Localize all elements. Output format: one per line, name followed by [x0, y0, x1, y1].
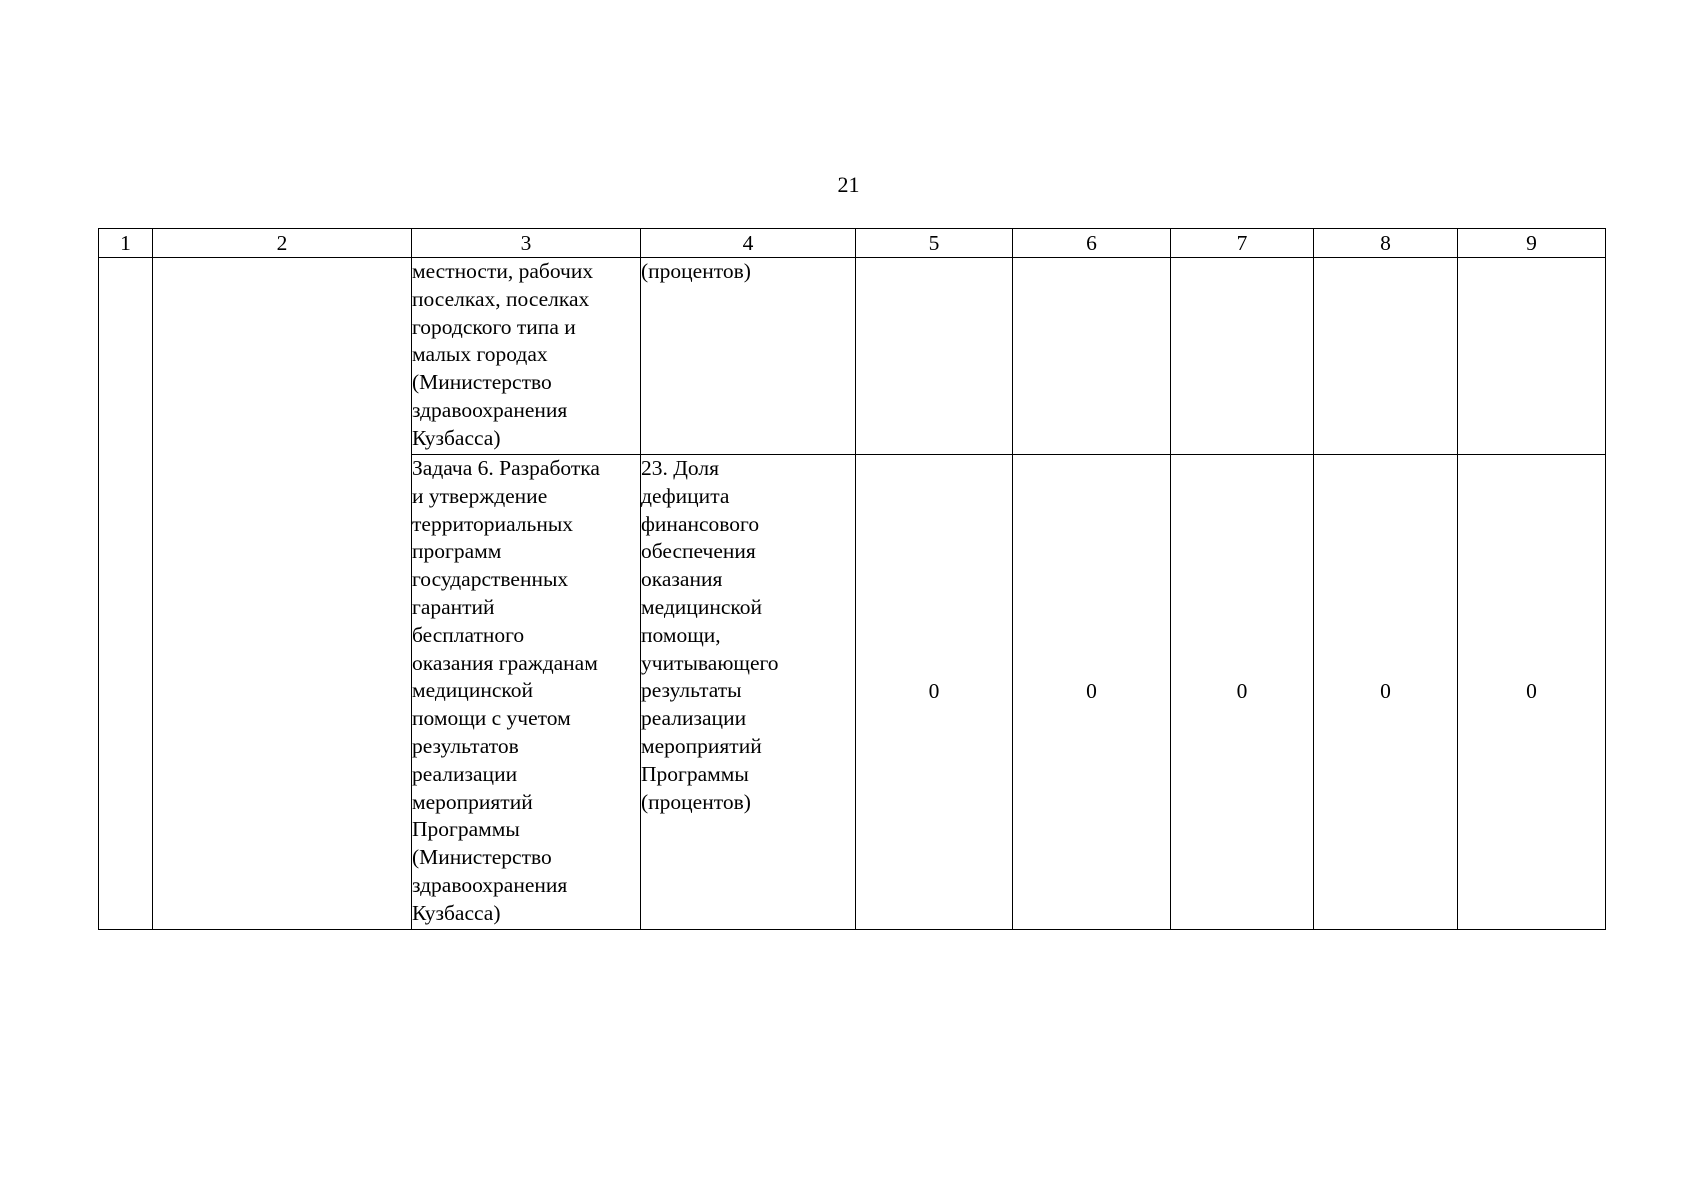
- task-text: Задача 6. Разработка и утверждение территориальных программ государственных гарантий бесплатного оказания гражданам медицинской помощи с учетом результатов реализации мероприятий Программы (Министерство здравоохранения Кузбасса): [412, 456, 600, 925]
- cell-col2: [153, 258, 412, 930]
- value-cell-8: 0: [1314, 455, 1458, 930]
- indicator-text: (процентов): [641, 259, 751, 283]
- column-header-4: 4: [641, 229, 856, 258]
- indicator-text: 23. Доля дефицита финансового обеспечения оказания медицинской помощи, учитывающего результаты реализации мероприятий Программы (процентов): [641, 456, 779, 814]
- column-header-7: 7: [1171, 229, 1314, 258]
- column-header-2: 2: [153, 229, 412, 258]
- table-header-row: [99, 229, 1606, 258]
- value-cell-9: [1458, 258, 1606, 455]
- column-header-6: 6: [1013, 229, 1171, 258]
- page-number: 21: [837, 172, 860, 197]
- column-header-8: 8: [1314, 229, 1458, 258]
- cell-col1: [99, 258, 153, 930]
- value-cell-6: [1013, 258, 1171, 455]
- task-text: местности, рабочих поселках, поселках городского типа и малых городах (Министерство здравоохранения Кузбасса): [412, 259, 594, 450]
- column-header-9: 9: [1458, 229, 1606, 258]
- task-cell: [412, 455, 641, 930]
- value-cell-9: 0: [1458, 455, 1606, 930]
- value-cell-5: 0: [856, 455, 1013, 930]
- value-cell-7: [1171, 258, 1314, 455]
- column-header-5: 5: [856, 229, 1013, 258]
- value-cell-8: [1314, 258, 1458, 455]
- indicator-cell: [641, 455, 856, 930]
- task-cell: [412, 258, 641, 455]
- indicators-table: [98, 228, 1606, 930]
- table-row: [99, 258, 1606, 455]
- column-header-1: 1: [99, 229, 153, 258]
- value-cell-7: 0: [1171, 455, 1314, 930]
- value-cell-6: 0: [1013, 455, 1171, 930]
- value-cell-5: [856, 258, 1013, 455]
- column-header-3: 3: [412, 229, 641, 258]
- indicator-cell: [641, 258, 856, 455]
